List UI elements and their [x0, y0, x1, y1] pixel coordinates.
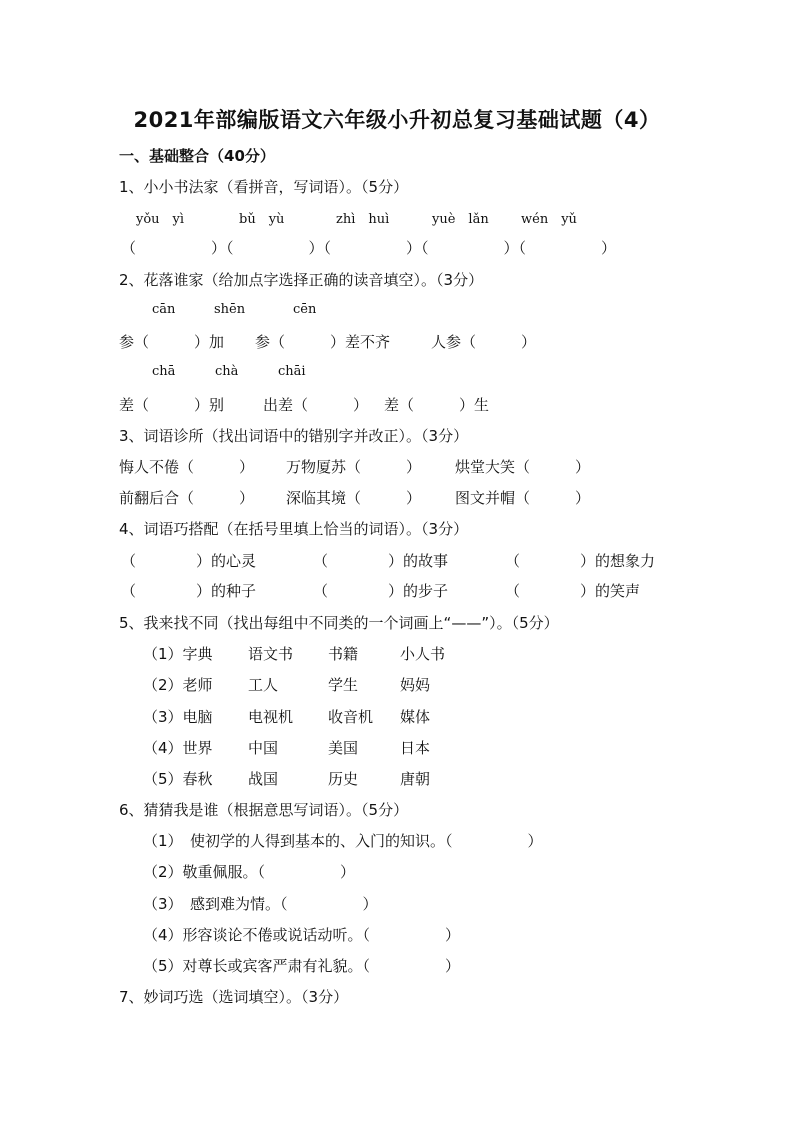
question-2-heading: 2、花落谁家（给加点字选择正确的读音填空）。（3分） — [119, 271, 484, 289]
question-3-heading: 3、词语诊所（找出词语中的错别字并改正）。（3分） — [119, 427, 469, 445]
pinyin: chāi — [278, 364, 306, 379]
word-option[interactable]: 语文书 — [248, 645, 294, 663]
word-option[interactable]: 收音机 — [328, 708, 374, 726]
fill-item[interactable]: （3） 感到难为情。（ ） — [143, 895, 378, 913]
fill-item[interactable]: （5）对尊长或宾客严肃有礼貌。（ ） — [143, 957, 461, 975]
fill-item[interactable]: （ ）的步子 — [313, 582, 449, 600]
word-option[interactable]: 唐朝 — [400, 770, 431, 788]
page-title: 2021年部编版语文六年级小升初总复习基础试题（4） — [133, 108, 661, 132]
pinyin: wén yǔ — [521, 212, 577, 227]
fill-item[interactable]: （ ）的种子 — [121, 582, 257, 600]
pinyin: zhì huì — [336, 212, 390, 227]
word-option[interactable]: 历史 — [328, 770, 359, 788]
fill-item[interactable]: 差（ ）生 — [384, 396, 490, 414]
word-option[interactable]: 电视机 — [248, 708, 294, 726]
fill-item[interactable]: （ ）的笑声 — [505, 582, 641, 600]
word-option[interactable]: 工人 — [248, 676, 279, 694]
question-4-heading: 4、词语巧搭配（在括号里填上恰当的词语）。（3分） — [119, 520, 469, 538]
fill-item[interactable]: 悔人不倦（ ） — [119, 458, 255, 476]
fill-item[interactable]: 深临其境（ ） — [286, 489, 422, 507]
word-option[interactable]: 美国 — [328, 739, 359, 757]
word-option[interactable]: （1）字典 — [143, 645, 213, 663]
pinyin: bǔ yù — [239, 212, 285, 227]
question-7-heading: 7、妙词巧选（选词填空）。（3分） — [119, 988, 349, 1006]
word-option[interactable]: 中国 — [248, 739, 279, 757]
fill-item[interactable]: 图文并帽（ ） — [455, 489, 591, 507]
fill-item[interactable]: 人参（ ） — [431, 333, 537, 351]
fill-item[interactable]: （ ）的故事 — [313, 552, 449, 570]
fill-item[interactable]: 出差（ ） — [263, 396, 369, 414]
fill-item[interactable]: 参（ ）差不齐 — [255, 333, 391, 351]
pinyin: cān — [152, 302, 176, 317]
fill-item[interactable]: 差（ ）别 — [119, 396, 225, 414]
fill-item[interactable]: （4）形容谈论不倦或说话动听。（ ） — [143, 926, 461, 944]
answer-blanks[interactable]: （ ）（ ）（ ）（ ）（ ） — [121, 239, 617, 257]
fill-item[interactable]: 前翻后合（ ） — [119, 489, 255, 507]
pinyin: yuè lǎn — [432, 212, 489, 227]
fill-item[interactable]: 烘堂大笑（ ） — [455, 458, 591, 476]
question-6-heading: 6、猜猜我是谁（根据意思写词语）。（5分） — [119, 801, 409, 819]
question-1-heading: 1、小小书法家（看拼音，写词语）。（5分） — [119, 178, 409, 196]
word-option[interactable]: （5）春秋 — [143, 770, 213, 788]
word-option[interactable]: 日本 — [400, 739, 431, 757]
pinyin: shēn — [214, 302, 246, 317]
question-5-heading: 5、我来找不同（找出每组中不同类的一个词画上“——”）。（5分） — [119, 614, 559, 632]
word-option[interactable]: 妈妈 — [400, 676, 431, 694]
pinyin: cēn — [293, 302, 317, 317]
word-option[interactable]: 战国 — [248, 770, 279, 788]
word-option[interactable]: 学生 — [328, 676, 359, 694]
pinyin: chā — [152, 364, 176, 379]
fill-item[interactable]: 参（ ）加 — [119, 333, 225, 351]
fill-item[interactable]: 万物厦苏（ ） — [286, 458, 422, 476]
fill-item[interactable]: （ ）的心灵 — [121, 552, 257, 570]
fill-item[interactable]: （ ）的想象力 — [505, 552, 656, 570]
word-option[interactable]: 书籍 — [328, 645, 359, 663]
fill-item[interactable]: （1） 使初学的人得到基本的、入门的知识。（ ） — [143, 832, 543, 850]
word-option[interactable]: 小人书 — [400, 645, 446, 663]
section-heading: 一、基础整合（40分） — [119, 147, 275, 165]
fill-item[interactable]: （2）敬重佩服。（ ） — [143, 863, 356, 881]
word-option[interactable]: （3）电脑 — [143, 708, 213, 726]
pinyin: chà — [215, 364, 239, 379]
word-option[interactable]: （2）老师 — [143, 676, 213, 694]
pinyin: yǒu yì — [136, 212, 185, 227]
word-option[interactable]: 媒体 — [400, 708, 431, 726]
word-option[interactable]: （4）世界 — [143, 739, 213, 757]
